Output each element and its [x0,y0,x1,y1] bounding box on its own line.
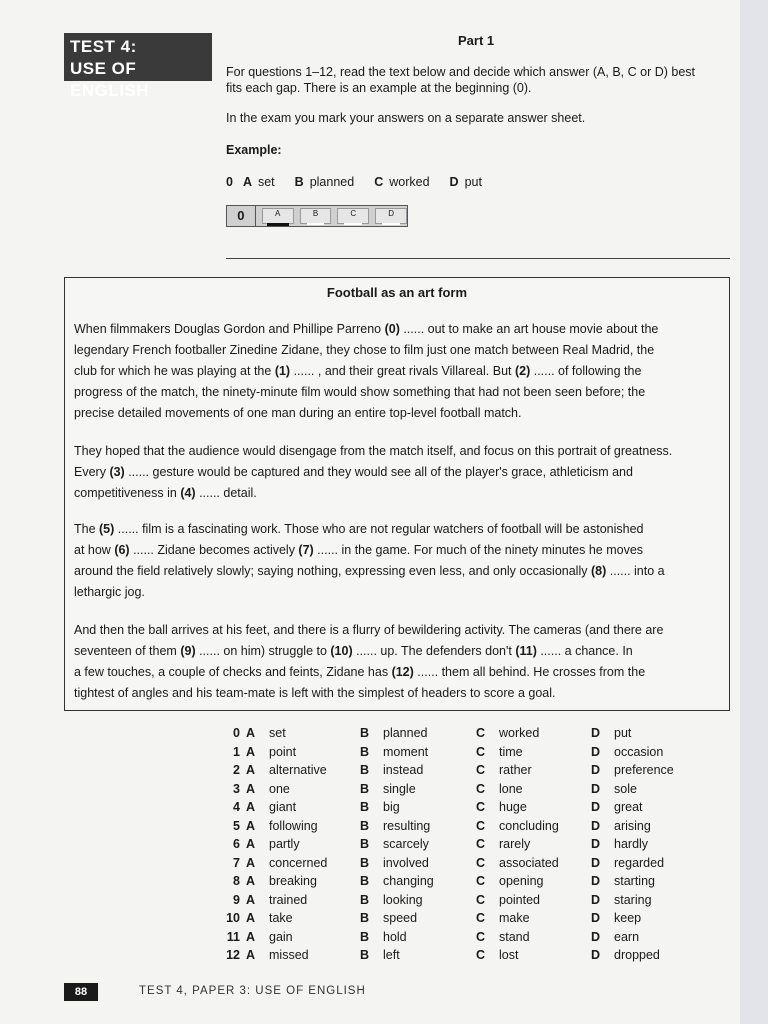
option-letter-c: C [476,744,486,759]
option-letter-a: A [246,726,256,740]
option-letter-b: B [360,744,370,759]
example-letter-a: A [242,175,252,189]
paragraph-line: a few touches, a couple of checks and feints, Zidane has (12) ...... them all behind. He crosses from the [74,665,646,679]
option-a: concerned [269,855,328,870]
option-d: dropped [614,948,660,962]
option-b: left [383,948,400,962]
option-letter-b: B [360,726,370,740]
option-d: keep [614,911,642,925]
option-letter-c: C [476,929,486,944]
option-letter-c: C [476,948,486,962]
question-number: 8 [233,874,240,888]
example-option-b: planned [309,175,355,189]
question-number: 0 [233,726,240,740]
option-letter-b: B [360,837,370,851]
option-letter-b: B [360,781,370,796]
option-letter-c: C [476,855,486,870]
paragraph-line: tightest of angles and his team-mate is left with the simplest of headers to score a goal. [74,686,556,700]
option-c: associated [499,855,559,870]
option-d: hardly [614,837,649,851]
paragraph-line: club for which he was playing at the (1) ...... , and their great rivals Villareal. But (2) ...... of following the [74,364,642,378]
example-letter-b: B [294,175,304,189]
answer-sheet-num: 0 [227,206,256,226]
option-letter-d: D [591,892,601,907]
question-number: 10 [226,911,240,925]
paragraph-line: Every (3) ...... gesture would be captured and they would see all of the player's grace, athleticism and [74,465,633,479]
example-num: 0 [226,175,233,189]
option-letter-c: C [476,726,486,740]
option-c: rarely [499,837,531,851]
option-letter-a: A [246,800,256,814]
option-letter-d: D [591,911,601,925]
question-number: 9 [233,892,240,907]
option-letter-d: D [591,929,601,944]
option-c: stand [499,929,530,944]
option-letter-b: B [360,800,370,814]
paragraph-line: legendary French footballer Zinedine Zidane, they chose to film just one match between Real Madrid, the [74,343,655,357]
option-d: great [614,800,643,814]
answer-box-c-label: C [350,209,357,218]
option-b: resulting [383,818,431,833]
option-letter-a: A [246,911,256,925]
option-b: hold [383,929,407,944]
option-letter-a: A [246,837,256,851]
option-letter-c: C [476,837,486,851]
option-letter-b: B [360,818,370,833]
answer-box-b [300,208,332,224]
paragraph-line: They hoped that the audience would disengage from the match itself, and focus on this portrait of greatness. [74,444,673,458]
paragraph-3 [74,519,724,603]
option-c: worked [499,726,540,740]
option-b: big [383,800,400,814]
instructions-line-3: In the exam you mark your answers on a separate answer sheet. [226,111,586,125]
option-letter-b: B [360,855,370,870]
question-number: 1 [233,744,240,759]
paragraph-line: And then the ball arrives at his feet, and there is a flurry of bewildering activity. The cameras (and there are [74,623,664,637]
test-badge [64,33,212,100]
paragraph-line: at how (6) ...... Zidane becomes actively (7) ...... in the game. For much of the ninety minutes he moves [74,543,644,557]
option-letter-a: A [246,855,256,870]
paragraph-line: competitiveness in (4) ...... detail. [74,486,257,500]
option-letter-b: B [360,948,370,962]
question-number: 6 [233,837,240,851]
paragraph-line: progress of the match, the ninety-minute film would show something that had not been seen before; the [74,385,646,399]
paragraph-line: When filmmakers Douglas Gordon and Phillipe Parreno (0) ...... out to make an art house movie about the [74,322,659,336]
badge-line-2: USE OF ENGLISH [70,59,150,100]
option-letter-d: D [591,837,601,851]
paragraph-4 [74,620,724,704]
answer-box-c [337,208,369,224]
option-d: preference [614,763,674,777]
option-c: opening [499,874,544,888]
option-a: alternative [269,763,327,777]
answer-box-d-label: D [388,209,394,218]
paragraph-line: precise detailed movements of one man during an entire top-level football match. [74,406,522,420]
paragraph-1 [74,319,724,424]
question-number: 11 [226,929,240,944]
example-answer-sheet [226,205,408,227]
question-number: 3 [233,781,240,796]
option-b: planned [383,726,428,740]
option-letter-a: A [246,818,256,833]
question-number: 5 [233,818,240,833]
option-letter-c: C [476,892,486,907]
option-c: lone [499,781,523,796]
option-letter-a: A [246,781,256,796]
paragraph-line: The (5) ...... film is a fascinating work. Those who are not regular watchers of football will be astonished [74,522,644,536]
option-a: missed [269,948,309,962]
example-label: Example: [226,143,282,157]
option-letter-a: A [246,929,256,944]
option-letter-b: B [360,929,370,944]
option-letter-d: D [591,800,601,814]
option-d: starting [614,874,655,888]
option-letter-d: D [591,781,601,796]
answer-box-a [262,208,294,224]
option-a: trained [269,892,308,907]
option-b: single [383,781,416,796]
example-option-c: worked [389,175,430,189]
example-letter-c: C [374,175,384,189]
instructions-line-2: fits each gap. There is an example at the beginning (0). [226,81,532,95]
option-letter-c: C [476,874,486,888]
option-a: gain [269,929,293,944]
option-c: make [499,911,530,925]
article-box [64,277,730,711]
footer-text: TEST 4, PAPER 3: USE OF ENGLISH [139,985,366,997]
option-b: changing [383,874,434,888]
option-b: looking [383,892,423,907]
option-d: staring [614,892,652,907]
option-a: point [269,744,297,759]
option-d: put [614,726,632,740]
question-number: 2 [233,763,240,777]
option-a: set [269,726,286,740]
option-d: sole [614,781,637,796]
option-letter-b: B [360,874,370,888]
paragraph-line: lethargic jog. [74,585,145,599]
instructions-line-1: For questions 1–12, read the text below and decide which answer (A, B, C or D) best [226,65,695,79]
option-a: following [269,818,318,833]
option-letter-a: A [246,948,256,962]
question-number: 12 [226,948,240,962]
option-letter-d: D [591,726,601,740]
option-letter-c: C [476,818,486,833]
example-options [226,175,488,189]
option-letter-b: B [360,911,370,925]
option-letter-d: D [591,818,601,833]
example-letter-d: D [449,175,459,189]
page-number: 88 [64,983,98,1001]
option-c: rather [499,763,532,777]
option-letter-b: B [360,763,370,777]
option-letter-d: D [591,948,601,962]
option-b: scarcely [383,837,429,851]
option-letter-c: C [476,911,486,925]
option-d: arising [614,818,651,833]
option-letter-c: C [476,781,486,796]
paragraph-line: around the field relatively slowly; saying nothing, expressing even less, and only occasionally (8) ...... into a [74,564,665,578]
option-a: partly [269,837,300,851]
option-c: lost [499,948,519,962]
option-letter-c: C [476,800,486,814]
option-d: regarded [614,855,665,870]
option-letter-c: C [476,763,486,777]
example-option-d: put [464,175,482,189]
divider [226,258,730,259]
option-c: pointed [499,892,541,907]
option-letter-d: D [591,763,601,777]
badge-line-1: TEST 4: [70,37,137,56]
option-letter-a: A [246,763,256,777]
option-b: instead [383,763,424,777]
option-a: one [269,781,290,796]
option-letter-a: A [246,892,256,907]
option-d: occasion [614,744,664,759]
option-letter-b: B [360,892,370,907]
option-d: earn [614,929,640,944]
paragraph-2 [74,441,724,504]
question-number: 4 [233,800,240,814]
answer-box-b-label: B [312,209,319,218]
answer-box-d [375,208,407,224]
option-b: speed [383,911,418,925]
answer-box-a-label: A [275,209,281,218]
option-c: time [499,744,523,759]
option-c: huge [499,800,527,814]
option-a: take [269,911,293,925]
question-number: 7 [233,855,240,870]
option-b: moment [383,744,429,759]
paragraph-line: seventeen of them (9) ...... on him) struggle to (10) ...... up. The defenders don't (11) ...... a chance. In [74,644,633,658]
option-letter-a: A [246,744,256,759]
option-letter-a: A [246,874,256,888]
option-a: giant [269,800,297,814]
article-title: Football as an art form [326,285,468,300]
page-edge [740,0,768,1024]
option-letter-d: D [591,855,601,870]
option-letter-d: D [591,744,601,759]
option-b: involved [383,855,429,870]
option-letter-d: D [591,874,601,888]
option-c: concluding [499,818,559,833]
example-option-a: set [257,175,275,189]
part-title: Part 1 [458,33,495,48]
option-a: breaking [269,874,317,888]
